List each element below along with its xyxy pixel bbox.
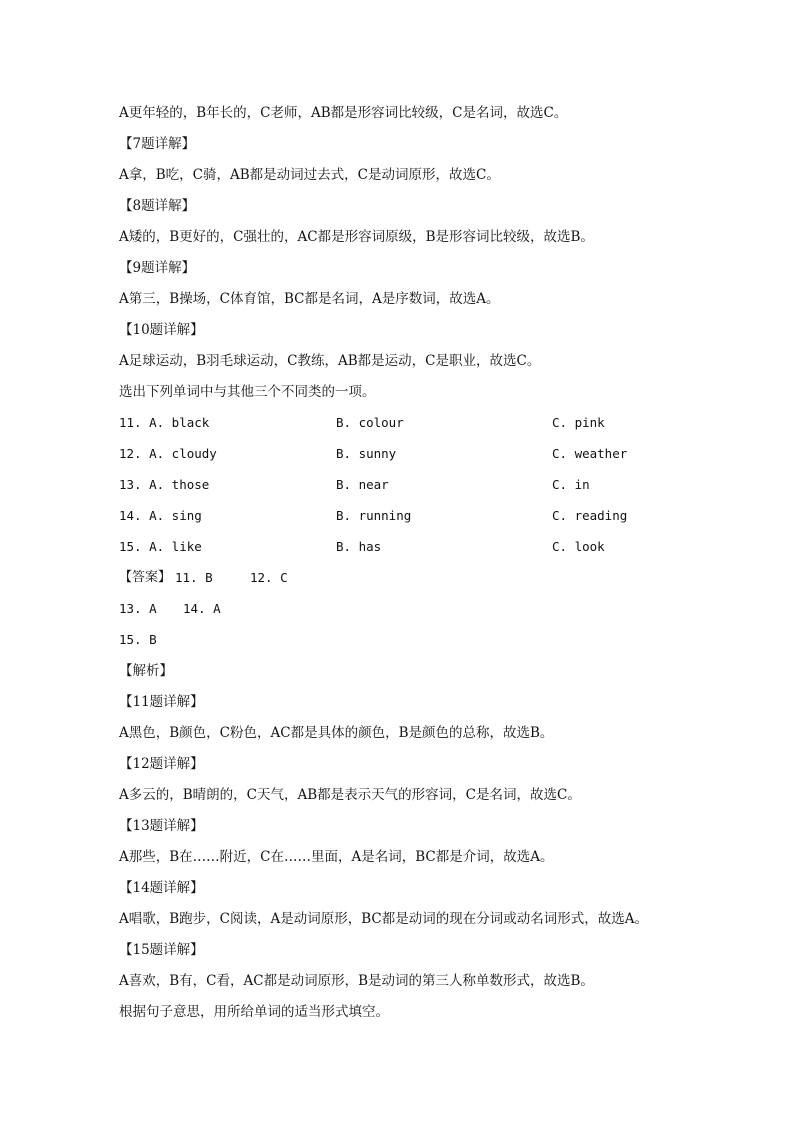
option-b: B. running bbox=[336, 508, 412, 523]
paragraph-line: A第三，B操场，C体育馆，BC都是名词，A是序数词，故选A。 bbox=[119, 291, 500, 307]
question-row bbox=[119, 473, 719, 504]
answer-row-2 bbox=[119, 597, 719, 628]
paragraph-line: A拿，B吃，C骑，AB都是动词过去式，C是动词原形，故选C。 bbox=[119, 167, 500, 183]
option-c: C. reading bbox=[552, 508, 628, 523]
section-heading: 【12题详解】 bbox=[119, 756, 204, 772]
section-heading: 【11题详解】 bbox=[119, 694, 204, 710]
paragraph-line: A足球运动，B羽毛球运动，C教练，AB都是运动，C是职业，故选C。 bbox=[119, 353, 541, 369]
option-a: 15. A. like bbox=[119, 539, 202, 554]
answer-block bbox=[119, 566, 719, 659]
answer-label: 【答案】 bbox=[119, 570, 172, 585]
section-heading: 【13题详解】 bbox=[119, 818, 204, 834]
option-b: B. sunny bbox=[336, 446, 397, 461]
paragraph-line: A唱歌，B跑步，C阅读，A是动词原形，BC都是动词的现在分词或动名词形式，故选A。 bbox=[119, 911, 648, 927]
document-content bbox=[119, 101, 719, 1031]
option-c: C. in bbox=[552, 477, 590, 492]
option-b: B. has bbox=[336, 539, 382, 554]
option-c: C. look bbox=[552, 539, 605, 554]
paragraph-line: A黑色，B颜色，C粉色，AC都是具体的颜色，B是颜色的总称，故选B。 bbox=[119, 725, 554, 741]
answer-14: 14. A bbox=[183, 601, 221, 616]
answer-15: 15. B bbox=[119, 632, 157, 647]
section-heading: 【15题详解】 bbox=[119, 942, 204, 958]
option-c: C. weather bbox=[552, 446, 628, 461]
option-a: 12. A. cloudy bbox=[119, 446, 217, 461]
answer-row-3 bbox=[119, 628, 719, 659]
section-heading: 【8题详解】 bbox=[119, 198, 196, 214]
explanations-part-2 bbox=[119, 659, 719, 1031]
answer-12: 12. C bbox=[250, 570, 288, 585]
option-a: 14. A. sing bbox=[119, 508, 202, 523]
option-a: 11. A. black bbox=[119, 415, 210, 430]
paragraph-line: 根据句子意思，用所给单词的适当形式填空。 bbox=[119, 1004, 389, 1020]
explanations-part-1 bbox=[119, 101, 719, 411]
question-row bbox=[119, 411, 719, 442]
paragraph-line: A多云的，B晴朗的，C天气，AB都是表示天气的形容词，C是名词，故选C。 bbox=[119, 787, 581, 803]
paragraph-line: A那些，B在……附近，C在……里面，A是名词，BC都是介词，故选A。 bbox=[119, 849, 554, 865]
section-heading: 【7题详解】 bbox=[119, 136, 196, 152]
answer-13: 13. A bbox=[119, 601, 157, 616]
paragraph-line: A喜欢，B有，C看，AC都是动词原形，B是动词的第三人称单数形式，故选B。 bbox=[119, 973, 594, 989]
paragraph-line: A更年轻的，B年长的，C老师，AB都是形容词比较级，C是名词，故选C。 bbox=[119, 105, 568, 121]
option-b: B. colour bbox=[336, 415, 404, 430]
question-list bbox=[119, 411, 719, 566]
option-b: B. near bbox=[336, 477, 389, 492]
question-row bbox=[119, 504, 719, 535]
paragraph-line: 选出下列单词中与其他三个不同类的一项。 bbox=[119, 384, 376, 400]
section-heading: 【14题详解】 bbox=[119, 880, 204, 896]
paragraph-line: A矮的，B更好的，C强壮的，AC都是形容词原级，B是形容词比较级，故选B。 bbox=[119, 229, 594, 245]
option-a: 13. A. those bbox=[119, 477, 210, 492]
section-heading: 【10题详解】 bbox=[119, 322, 204, 338]
option-c: C. pink bbox=[552, 415, 605, 430]
question-row bbox=[119, 535, 719, 566]
answer-11: 11. B bbox=[175, 570, 213, 585]
answer-row-1 bbox=[119, 566, 719, 597]
section-heading: 【9题详解】 bbox=[119, 260, 196, 276]
section-heading: 【解析】 bbox=[119, 663, 173, 679]
question-row bbox=[119, 442, 719, 473]
